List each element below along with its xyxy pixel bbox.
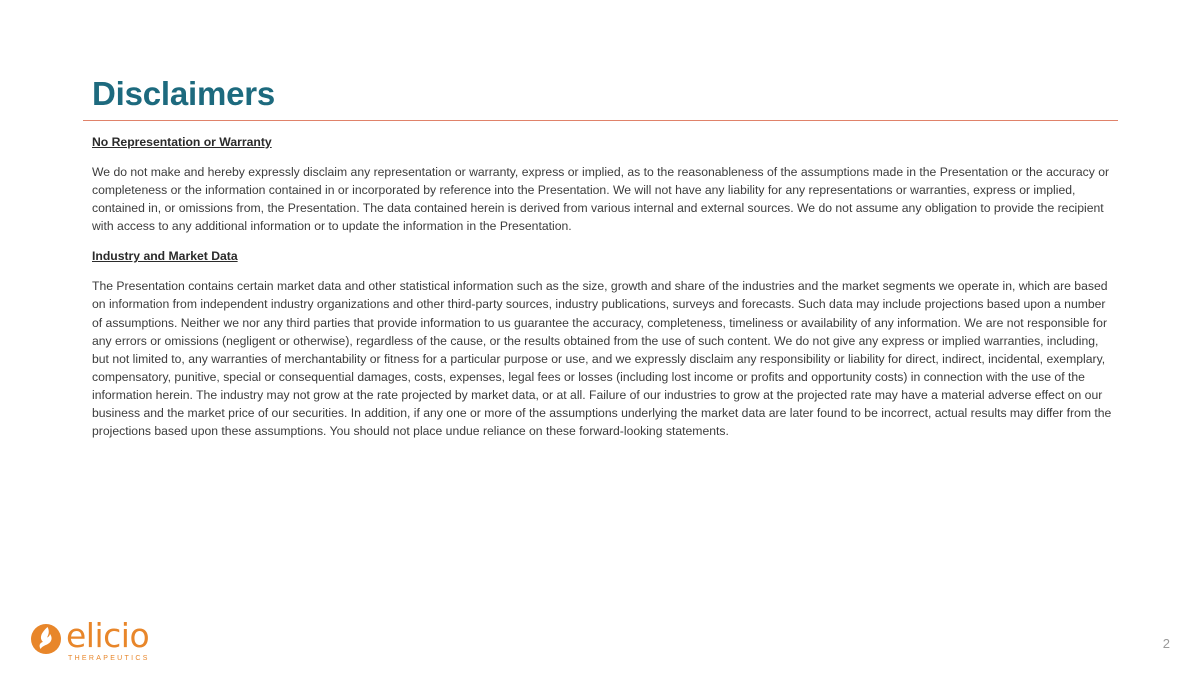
section-heading: No Representation or Warranty [92,135,272,149]
company-logo [30,616,150,664]
section-body: We do not make and hereby expressly disclaim any representation or warranty, express or implied, as to the reasonableness of the assumptions made in the Presentation or the accuracy or completeness or the information contained in or incorporated by reference into the Presentation. We will not have any liability for any representations or warranties, express or implied, contained in, or omissions from, the Presentation. The data contained herein is derived from various internal and external sources. We do not assume any obligation to provide the recipient with access to any additional information or to update the information in the Presentation. [92,165,1110,234]
flame-logo-icon [30,623,62,655]
logo-subtitle: THERAPEUTICS [68,655,150,662]
page-title: Disclaimers [92,75,276,112]
section-heading: Industry and Market Data [92,249,238,264]
section-no-representation [92,133,1114,235]
logo-wordmark: elicio [66,616,150,655]
title-divider [83,120,1118,121]
section-industry-market-data [92,247,1114,440]
section-body: The Presentation contains certain market data and other statistical information such as the size, growth and share of the industries and the market segments we operate in, which are based on information from independent industry organizations and other third-party sources, industry publications, surveys and forecasts. Such data may include projections based upon a number of assumptions. Neither we nor any third parties that provide information to us guarantee the accuracy, completeness, timeliness or availability of any information. We are not responsible for any errors or omissions (negligent or otherwise), regardless of the cause, or the results obtained from the use of such content. We do not give any express or implied warranties, including, but not limited to, any warranties of merchantability or fitness for a particular purpose or use, and we expressly disclaim any responsibility or liability for direct, indirect, incidental, exemplary, compensatory, punitive, special or consequential damages, costs, expenses, legal fees or losses (including lost income or profits and opportunity costs) in connection with the use of the information herein. The industry may not grow at the rate projected by market data, or at all. Failure of our industries to grow at the projected rate may have a material adverse effect on our business and the market price of our securities. In addition, if any one or more of the assumptions underlying the market data are later found to be incorrect, actual results may differ from the projections based upon these assumptions. You should not place undue reliance on these forward-looking statements. [92,279,1112,439]
disclaimer-content [92,133,1114,452]
page-number: 2 [1162,636,1170,651]
